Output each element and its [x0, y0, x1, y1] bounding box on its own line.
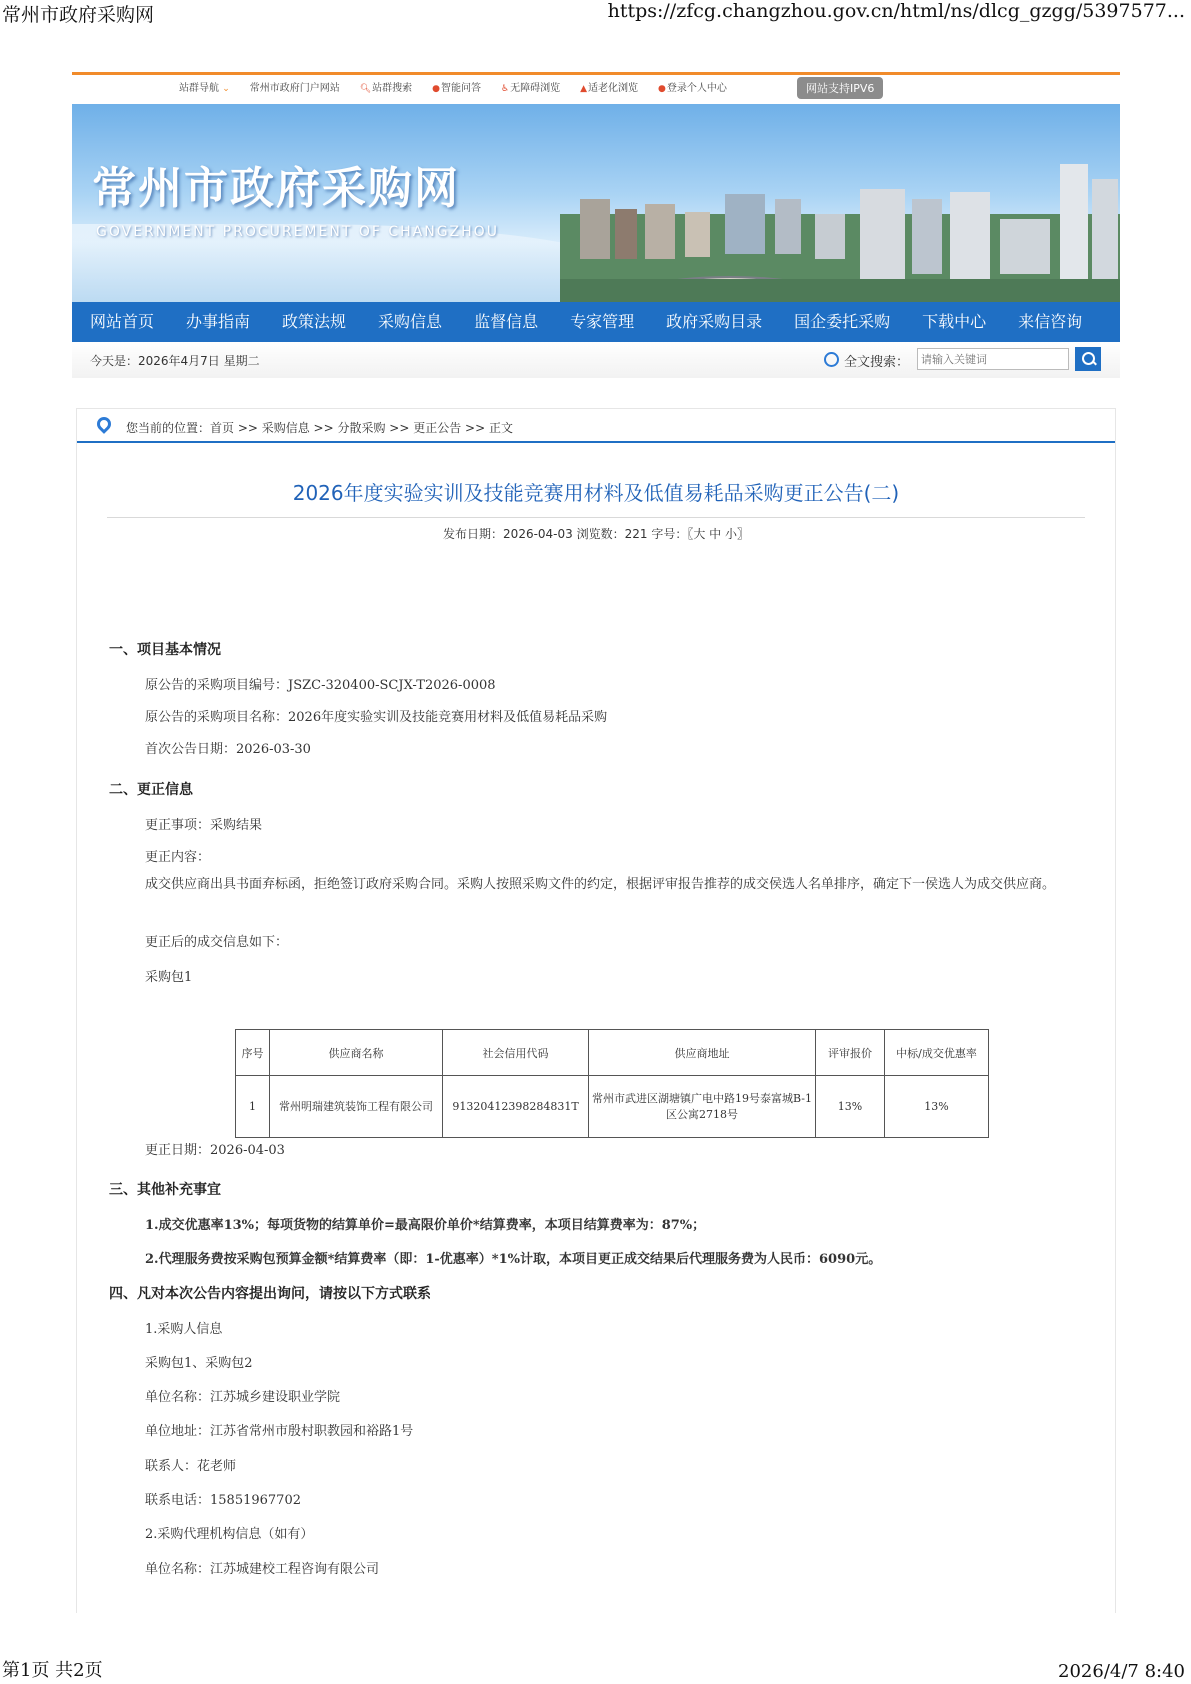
search-input[interactable]: [917, 348, 1069, 370]
cell-discount-rate: 13%: [885, 1076, 989, 1138]
col-bid-price: 评审报价: [816, 1030, 885, 1076]
correction-content-label: 更正内容：: [145, 850, 211, 865]
location-pin-icon: [94, 414, 114, 434]
banner-subtitle: GOVERNMENT PROCUREMENT OF CHANGZHOU: [96, 224, 499, 240]
col-supplier-address: 供应商地址: [589, 1030, 816, 1076]
cell-bid-price: 13%: [816, 1076, 885, 1138]
supplement-line-1: 1.成交优惠率13%；每项货物的结算单价=最高限价单价*结算费率，本项目结算费率为：87%；: [145, 1218, 706, 1233]
elderly-mode-link[interactable]: ▲适老化浏览: [580, 83, 639, 94]
original-project-name: 原公告的采购项目名称：2026年度实验实训及技能竞赛用材料及低值易耗品采购: [145, 710, 608, 725]
purchaser-address: 单位地址：江苏省常州市殷村职教园和裕路1号: [145, 1424, 414, 1439]
section-2-heading: 二、更正信息: [109, 782, 193, 798]
col-discount-rate: 中标/成交优惠率: [885, 1030, 989, 1076]
first-notice-date: 首次公告日期：2026-03-30: [145, 742, 311, 757]
nav-home[interactable]: 网站首页: [90, 312, 155, 331]
section-3-heading: 三、其他补充事宜: [109, 1182, 221, 1198]
info-bar: [72, 342, 1120, 378]
package-label: 采购包1: [145, 970, 193, 985]
search-icon: 🔍︎: [359, 84, 372, 94]
nav-procurement-info[interactable]: 采购信息: [378, 312, 443, 331]
nav-catalog[interactable]: 政府采购目录: [666, 312, 763, 331]
search-icon: [824, 352, 839, 367]
page-number: 第1页 共2页: [2, 1660, 103, 1681]
city-skyline-graphic: [520, 104, 1120, 302]
site-group-nav-link[interactable]: 站群导航 ⌄: [179, 83, 230, 94]
gov-portal-link[interactable]: 常州市政府门户网站: [249, 83, 340, 94]
correction-item: 更正事项：采购结果: [145, 818, 263, 833]
ipv6-badge: 网站支持IPV6: [797, 77, 883, 99]
section-1-heading: 一、项目基本情况: [109, 642, 221, 658]
purchaser-phone: 联系电话：15851967702: [145, 1493, 301, 1508]
nav-policy[interactable]: 政策法规: [282, 312, 347, 331]
title-divider: [107, 517, 1085, 518]
print-site-title: 常州市政府采购网: [2, 4, 155, 26]
cell-supplier-address: 常州市武进区湖塘镇广电中路19号泰富城B-1区公寓2718号: [589, 1076, 816, 1138]
col-credit-code: 社会信用代码: [443, 1030, 589, 1076]
top-links: [179, 81, 747, 97]
cell-credit-code: 91320412398284831T: [443, 1076, 589, 1138]
correction-date: 更正日期：2026-04-03: [145, 1143, 285, 1158]
breadcrumb-text: 您当前的位置：首页 >> 采购信息 >> 分散采购 >> 更正公告 >> 正文: [126, 421, 513, 435]
agency-info-heading: 2.采购代理机构信息（如有）: [145, 1527, 314, 1542]
nav-experts[interactable]: 专家管理: [570, 312, 635, 331]
print-datetime: 2026/4/7 8:40: [1058, 1661, 1185, 1682]
cell-supplier-name: 常州明瑞建筑装饰工程有限公司: [270, 1076, 443, 1138]
banner: [72, 104, 1120, 302]
original-project-number: 原公告的采购项目编号：JSZC-320400-SCJX-T2026-0008: [145, 678, 496, 693]
site: [72, 72, 1120, 378]
print-header: [0, 0, 1191, 26]
purchaser-info-heading: 1.采购人信息: [145, 1322, 223, 1337]
qa-icon: ●: [432, 84, 441, 94]
elderly-icon: ▲: [580, 84, 588, 94]
banner-title: 常州市政府采购网: [92, 163, 460, 214]
user-icon: ●: [658, 84, 666, 94]
cell-index: 1: [236, 1076, 270, 1138]
accessibility-link[interactable]: ♿︎无障碍浏览: [501, 83, 561, 94]
nav-supervision[interactable]: 监督信息: [474, 312, 539, 331]
article-title: 2026年度实验实训及技能竞赛用材料及低值易耗品采购更正公告(二): [292, 481, 900, 505]
chevron-down-icon: ⌄: [222, 84, 230, 94]
today-date: 今天是：2026年4月7日 星期二: [90, 354, 260, 368]
purchaser-packages: 采购包1、采购包2: [145, 1356, 253, 1371]
article-meta: 发布日期：2026-04-03 浏览数：221 字号：〖大 中 小〗: [443, 527, 749, 541]
agency-name: 单位名称：江苏城建校工程咨询有限公司: [145, 1562, 380, 1577]
search-button[interactable]: [1075, 347, 1101, 371]
login-link[interactable]: ●登录个人中心: [658, 83, 727, 94]
main-nav: [72, 302, 1120, 342]
table-header-row: [236, 1030, 989, 1076]
accessibility-icon: ♿︎: [501, 84, 510, 94]
site-search-link[interactable]: 🔍︎站群搜索: [359, 83, 413, 94]
corrected-info-intro: 更正后的成交信息如下：: [145, 935, 289, 950]
supplement-line-2: 2.代理服务费按采购包预算金额*结算费率（即：1-优惠率）*1%计取，本项目更正成交结果后代理服务费为人民币：6090元。: [145, 1252, 882, 1267]
result-table: [235, 1029, 989, 1138]
col-index: 序号: [236, 1030, 270, 1076]
smart-qa-link[interactable]: ●智能问答: [432, 83, 482, 94]
print-url: https://zfcg.changzhou.gov.cn/html/ns/dlcg_gzgg/5397577...: [607, 0, 1185, 22]
nav-downloads[interactable]: 下载中心: [922, 312, 987, 331]
table-row: [236, 1076, 989, 1138]
nav-guide[interactable]: 办事指南: [186, 312, 251, 331]
breadcrumb: [77, 409, 1115, 443]
search-label: 全文搜索：: [844, 355, 910, 370]
col-supplier-name: 供应商名称: [270, 1030, 443, 1076]
correction-paragraph: 成交供应商出具书面弃标函，拒绝签订政府采购合同。采购人按照采购文件的约定，根据评审报告推荐的成交侯选人名单排序，确定下一侯选人为成交供应商。: [145, 877, 1056, 892]
nav-soe[interactable]: 国企委托采购: [794, 312, 891, 331]
print-footer: [0, 1658, 1191, 1684]
nav-contact[interactable]: 来信咨询: [1018, 312, 1083, 331]
article-panel: [76, 408, 1116, 1613]
purchaser-contact: 联系人：花老师: [145, 1459, 237, 1474]
purchaser-name: 单位名称：江苏城乡建设职业学院: [145, 1390, 341, 1405]
section-4-heading: 四、凡对本次公告内容提出询问，请按以下方式联系: [109, 1286, 431, 1302]
top-bar: [72, 72, 1120, 104]
